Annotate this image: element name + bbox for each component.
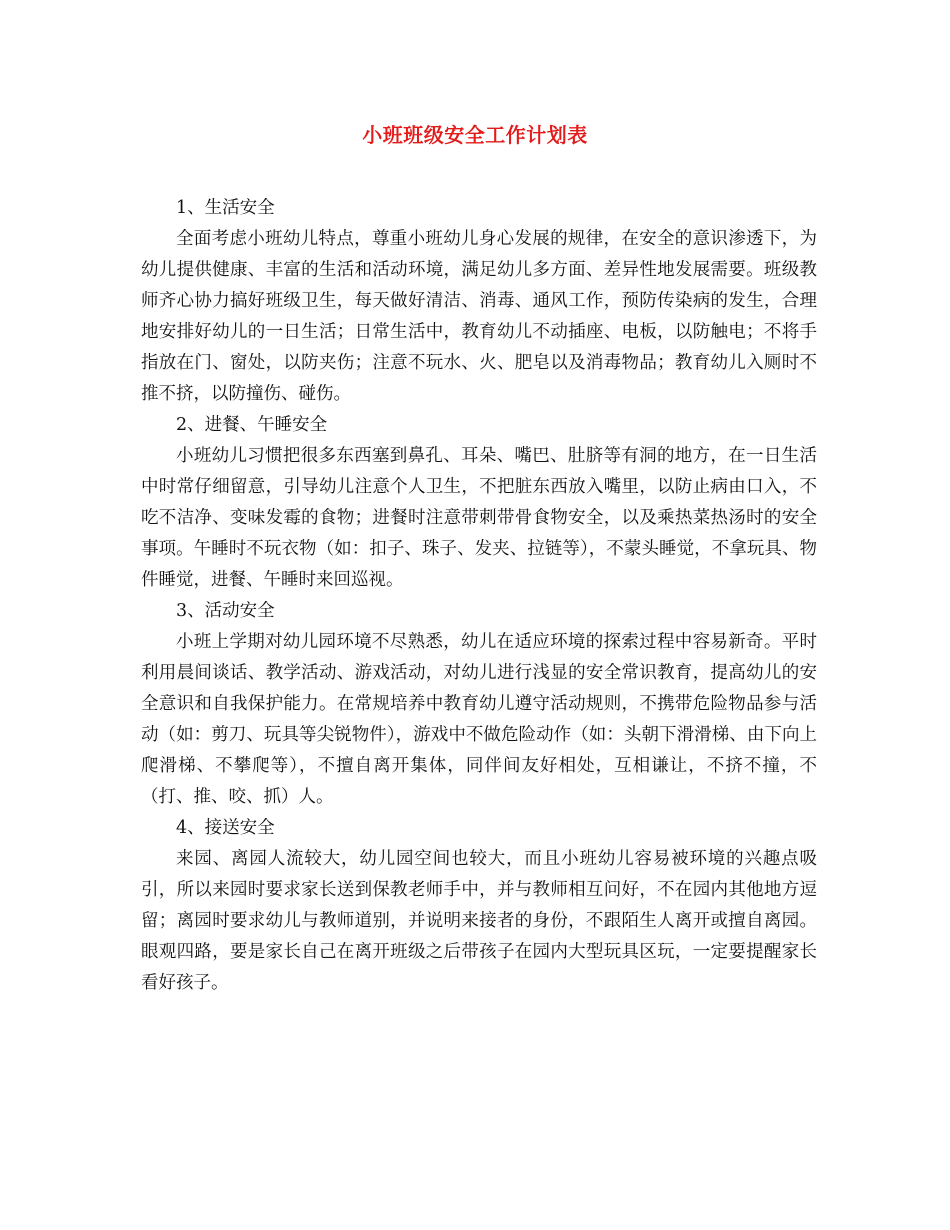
section-paragraph: 小班幼儿习惯把很多东西塞到鼻孔、耳朵、嘴巴、肚脐等有洞的地方，在一日生活中时常仔细留意，引导幼儿注意个人卫生，不把脏东西放入嘴里，以防止病由口入，不吃不洁净、变味发霉的食物；进餐时注意带刺带骨食物安全，以及乘热菜热汤时的安全事项。午睡时不玩衣物（如：扣子、珠子、发夹、拉链等），不蒙头睡觉，不拿玩具、物件睡觉，进餐、午睡时来回巡视。	[141, 446, 817, 590]
document-body	[141, 193, 817, 999]
section-living-safety	[141, 193, 817, 410]
section-paragraph: 全面考虑小班幼儿特点，尊重小班幼儿身心发展的规律，在安全的意识渗透下，为幼儿提供健康、丰富的生活和活动环境，满足幼儿多方面、差异性地发展需要。班级教师齐心协力搞好班级卫生，每天做好清洁、消毒、通风工作，预防传染病的发生，合理地安排好幼儿的一日生活；日常生活中，教育幼儿不动插座、电板，以防触电；不将手指放在门、窗处，以防夹伤；注意不玩水、火、肥皂以及消毒物品；教育幼儿入厕时不推不挤，以防撞伤、碰伤。	[141, 229, 817, 404]
section-heading: 2、进餐、午睡安全	[176, 415, 328, 435]
section-paragraph: 来园、离园人流较大，幼儿园空间也较大，而且小班幼儿容易被环境的兴趣点吸引，所以来园时要求家长送到保教老师手中，并与教师相互问好，不在园内其他地方逗留；离园时要求幼儿与教师道别，并说明来接者的身份，不跟陌生人离开或擅自离园。眼观四路，要是家长自己在离开班级之后带孩子在园内大型玩具区玩，一定要提醒家长看好孩子。	[141, 849, 817, 993]
section-pickup-safety	[141, 813, 817, 999]
page-title: 小班班级安全工作计划表	[362, 123, 588, 147]
section-heading: 1、生活安全	[176, 198, 275, 218]
section-meal-nap-safety	[141, 410, 817, 596]
section-paragraph: 小班上学期对幼儿园环境不尽熟悉，幼儿在适应环境的探索过程中容易新奇。平时利用晨间谈话、教学活动、游戏活动，对幼儿进行浅显的安全常识教育，提高幼儿的安全意识和自我保护能力。在常规培养中教育幼儿遵守活动规则，不携带危险物品参与活动（如：剪刀、玩具等尖锐物件），游戏中不做危险动作（如：头朝下滑滑梯、由下向上爬滑梯、不攀爬等），不擅自离开集体，同伴间友好相处，互相谦让，不挤不撞，不（打、推、咬、抓）人。	[141, 632, 817, 807]
section-activity-safety	[141, 596, 817, 813]
section-heading: 3、活动安全	[176, 601, 275, 621]
section-heading: 4、接送安全	[176, 818, 275, 838]
